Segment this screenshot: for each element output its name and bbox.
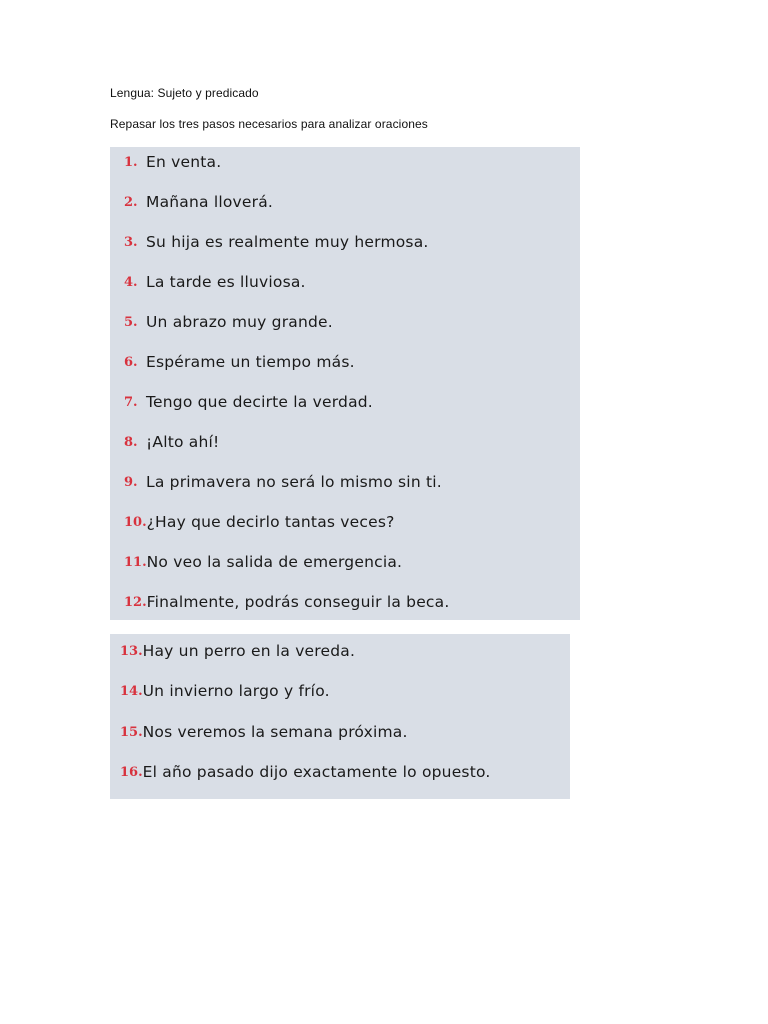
item-number: 15. — [120, 724, 143, 740]
sentence-panel-1 — [110, 147, 580, 620]
item-number: 7. — [124, 394, 138, 410]
item-text: ¿Hay que decirlo tantas veces? — [146, 513, 395, 531]
item-text: La primavera no será lo mismo sin ti. — [146, 473, 442, 491]
list-item — [120, 717, 408, 747]
item-number: 3. — [124, 234, 138, 250]
item-number: 5. — [124, 314, 138, 330]
item-text: Espérame un tiempo más. — [146, 353, 355, 371]
item-number: 9. — [124, 474, 138, 490]
item-number: 11. — [124, 554, 147, 570]
item-number: 6. — [124, 354, 138, 370]
list-item — [124, 547, 402, 577]
item-number: 10. — [124, 514, 147, 530]
item-text: Nos veremos la semana próxima. — [142, 723, 408, 741]
item-text: En venta. — [146, 153, 222, 171]
item-text: Un invierno largo y frío. — [142, 682, 330, 700]
item-number: 1. — [124, 154, 138, 170]
item-text: No veo la salida de emergencia. — [146, 553, 403, 571]
item-text: La tarde es lluviosa. — [146, 273, 306, 291]
item-number: 8. — [124, 434, 138, 450]
list-item — [120, 757, 491, 787]
item-text: Hay un perro en la vereda. — [142, 642, 356, 660]
list-item — [124, 387, 373, 417]
document-subtitle: Repasar los tres pasos necesarios para analizar oraciones — [110, 117, 428, 131]
item-number: 13. — [120, 643, 143, 659]
item-number: 16. — [120, 764, 143, 780]
list-item — [120, 676, 330, 706]
item-number: 12. — [124, 594, 147, 610]
list-item — [124, 587, 449, 617]
list-item — [124, 267, 306, 297]
document-title: Lengua: Sujeto y predicado — [110, 86, 259, 100]
item-number: 4. — [124, 274, 138, 290]
item-text: Un abrazo muy grande. — [146, 313, 333, 331]
list-item — [124, 427, 219, 457]
item-text: Su hija es realmente muy hermosa. — [146, 233, 429, 251]
item-text: Mañana lloverá. — [146, 193, 274, 211]
list-item — [124, 467, 442, 497]
item-number: 2. — [124, 194, 138, 210]
item-text: ¡Alto ahí! — [146, 433, 220, 451]
list-item — [124, 227, 429, 257]
item-text: Tengo que decirte la verdad. — [146, 393, 373, 411]
list-item — [124, 507, 395, 537]
item-text: El año pasado dijo exactamente lo opuesto. — [142, 763, 491, 781]
sentence-panel-2 — [110, 634, 570, 799]
list-item — [124, 147, 221, 177]
item-text: Finalmente, podrás conseguir la beca. — [146, 593, 450, 611]
list-item — [120, 636, 355, 666]
item-number: 14. — [120, 683, 143, 699]
list-item — [124, 187, 273, 217]
list-item — [124, 347, 355, 377]
list-item — [124, 307, 333, 337]
